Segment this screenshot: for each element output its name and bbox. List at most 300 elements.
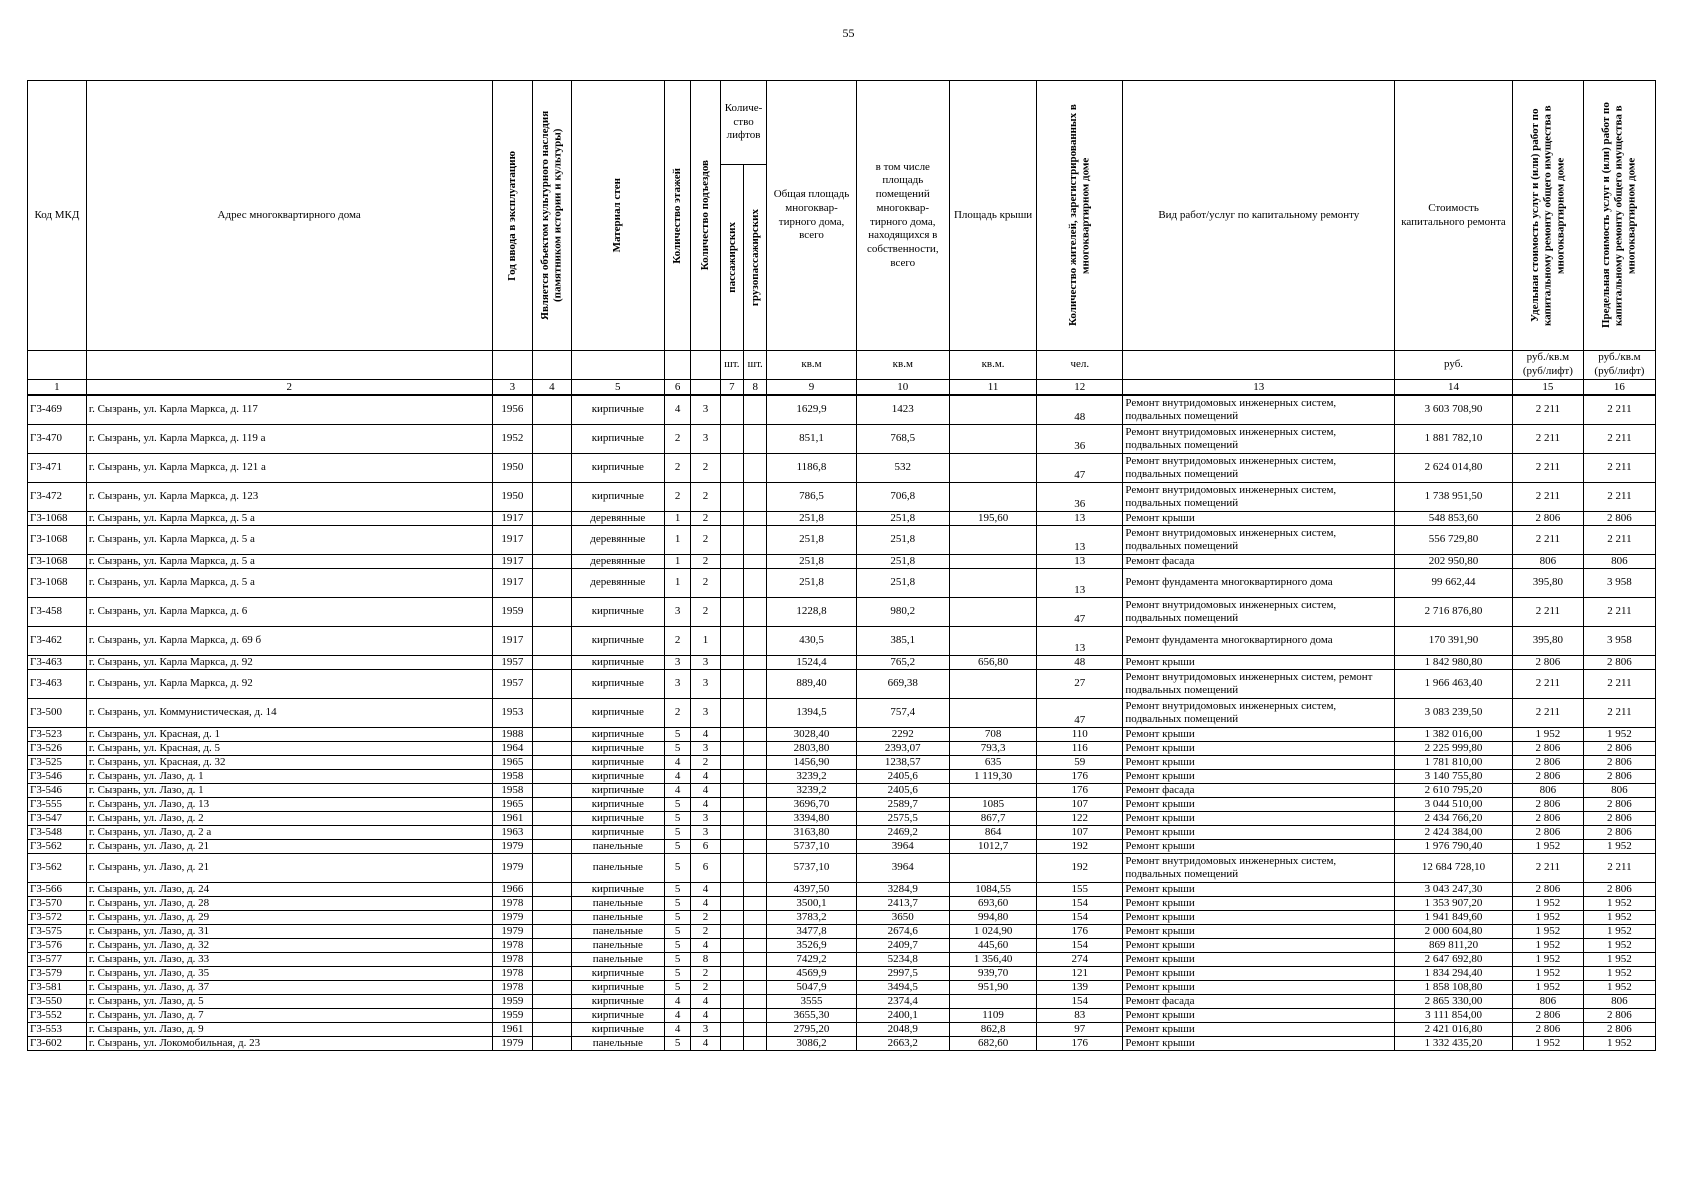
table-cell-total-area: 1186,8	[767, 453, 856, 482]
table-cell-unit-cost: 1 952	[1512, 980, 1583, 994]
table-cell-roof-area: 656,80	[949, 655, 1036, 669]
table-cell-entrances: 2	[691, 755, 720, 769]
table-cell-code: Г3-523	[28, 727, 87, 741]
table-cell-heritage	[533, 797, 572, 811]
table-cell-material: кирпичные	[571, 655, 664, 669]
table-cell-cost: 1 332 435,20	[1395, 1036, 1513, 1050]
unit-people: чел.	[1037, 351, 1123, 380]
table-cell-residents: 36	[1037, 482, 1123, 511]
table-cell-floors: 4	[664, 395, 690, 424]
table-cell-owned-area: 2405,6	[856, 769, 949, 783]
table-cell-passenger-lifts	[720, 896, 743, 910]
table-cell-freight-lifts	[744, 395, 767, 424]
table-cell-material: кирпичные	[571, 966, 664, 980]
table-cell-code: Г3-546	[28, 769, 87, 783]
table-cell-total-area: 3239,2	[767, 769, 856, 783]
table-cell-unit-cost: 2 806	[1512, 511, 1583, 525]
table-cell-code: Г3-1068	[28, 511, 87, 525]
table-cell-entrances: 3	[691, 741, 720, 755]
table-cell-year: 1952	[492, 424, 533, 453]
table-cell-unit-cost: 2 211	[1512, 424, 1583, 453]
table-cell-roof-area	[949, 698, 1036, 727]
table-cell-heritage	[533, 755, 572, 769]
header-residents: Количество жителей, зарегистрированных в многоквартирном доме	[1037, 81, 1123, 351]
table-cell-year: 1917	[492, 525, 533, 554]
table-cell-work-type: Ремонт крыши	[1123, 910, 1395, 924]
table-cell-limit-cost: 2 806	[1583, 769, 1655, 783]
table-cell-roof-area: 994,80	[949, 910, 1036, 924]
table-cell-heritage	[533, 568, 572, 597]
table-cell-code: Г3-500	[28, 698, 87, 727]
table-cell-roof-area: 864	[949, 825, 1036, 839]
table-cell-limit-cost: 2 806	[1583, 825, 1655, 839]
table-cell-material: кирпичные	[571, 626, 664, 655]
table-cell-roof-area: 939,70	[949, 966, 1036, 980]
table-cell-passenger-lifts	[720, 669, 743, 698]
table-cell-unit-cost: 2 806	[1512, 1022, 1583, 1036]
table-cell-freight-lifts	[744, 938, 767, 952]
table-cell-unit-cost: 806	[1512, 994, 1583, 1008]
table-cell-address: г. Сызрань, ул. Лазо, д. 21	[86, 853, 492, 882]
table-cell-heritage	[533, 554, 572, 568]
table-cell-freight-lifts	[744, 952, 767, 966]
table-cell-passenger-lifts	[720, 741, 743, 755]
table-cell-roof-area	[949, 597, 1036, 626]
header-unit-cost: Удельная стоимость услуг и (или) работ по капитальному ремонту общего имущества в многоквартирном доме	[1512, 81, 1583, 351]
table-cell-work-type: Ремонт крыши	[1123, 839, 1395, 853]
table-cell-material: кирпичные	[571, 994, 664, 1008]
table-cell-total-area: 5737,10	[767, 839, 856, 853]
table-cell-cost: 170 391,90	[1395, 626, 1513, 655]
table-cell-entrances: 4	[691, 896, 720, 910]
table-cell-entrances: 6	[691, 853, 720, 882]
table-cell-roof-area: 1 356,40	[949, 952, 1036, 966]
column-number: 16	[1583, 379, 1655, 394]
table-cell-year: 1957	[492, 669, 533, 698]
table-cell-heritage	[533, 896, 572, 910]
table-cell-passenger-lifts	[720, 568, 743, 597]
table-cell-cost: 1 976 790,40	[1395, 839, 1513, 853]
table-cell-heritage	[533, 597, 572, 626]
table-cell-entrances: 2	[691, 525, 720, 554]
column-number: 5	[571, 379, 664, 394]
table-cell-code: Г3-1068	[28, 525, 87, 554]
table-cell-owned-area: 2400,1	[856, 1008, 949, 1022]
table-cell-code: Г3-570	[28, 896, 87, 910]
table-cell-floors: 1	[664, 511, 690, 525]
table-cell-work-type: Ремонт внутридомовых инженерных систем, ремонт подвальных помещений	[1123, 669, 1395, 698]
table-cell-owned-area: 2409,7	[856, 938, 949, 952]
table-cell-year: 1964	[492, 741, 533, 755]
table-cell-owned-area: 251,8	[856, 511, 949, 525]
table-cell-floors: 4	[664, 769, 690, 783]
table-cell-total-area: 3086,2	[767, 1036, 856, 1050]
table-cell-residents: 107	[1037, 797, 1123, 811]
page-number: 55	[842, 26, 855, 40]
table-cell-residents: 13	[1037, 554, 1123, 568]
column-number: 3	[492, 379, 533, 394]
table-row	[28, 755, 1656, 769]
table-cell-heritage	[533, 525, 572, 554]
table-cell-cost: 99 662,44	[1395, 568, 1513, 597]
table-cell-entrances: 4	[691, 938, 720, 952]
table-cell-total-area: 4569,9	[767, 966, 856, 980]
table-cell-address: г. Сызрань, ул. Красная, д. 32	[86, 755, 492, 769]
table-cell-address: г. Сызрань, ул. Лазо, д. 32	[86, 938, 492, 952]
table-cell-total-area: 3783,2	[767, 910, 856, 924]
table-cell-residents: 122	[1037, 811, 1123, 825]
table-cell-address: г. Сызрань, ул. Красная, д. 5	[86, 741, 492, 755]
table-cell-year: 1953	[492, 698, 533, 727]
table-cell-cost: 3 140 755,80	[1395, 769, 1513, 783]
table-cell-freight-lifts	[744, 655, 767, 669]
table-cell-work-type: Ремонт крыши	[1123, 769, 1395, 783]
table-cell-work-type: Ремонт фундамента многоквартирного дома	[1123, 626, 1395, 655]
table-cell-total-area: 851,1	[767, 424, 856, 453]
table-cell-total-area: 7429,2	[767, 952, 856, 966]
table-cell-heritage	[533, 938, 572, 952]
table-cell-residents: 27	[1037, 669, 1123, 698]
table-cell-work-type: Ремонт крыши	[1123, 882, 1395, 896]
table-cell-residents: 48	[1037, 395, 1123, 424]
table-cell-entrances: 1	[691, 626, 720, 655]
table-cell-passenger-lifts	[720, 554, 743, 568]
table-cell-address: г. Сызрань, ул. Лазо, д. 31	[86, 924, 492, 938]
table-cell-owned-area: 2292	[856, 727, 949, 741]
table-cell-heritage	[533, 783, 572, 797]
table-cell-heritage	[533, 698, 572, 727]
table-cell-total-area: 3500,1	[767, 896, 856, 910]
table-cell-owned-area: 2413,7	[856, 896, 949, 910]
table-cell-heritage	[533, 655, 572, 669]
table-cell-year: 1959	[492, 1008, 533, 1022]
table-cell-cost: 2 716 876,80	[1395, 597, 1513, 626]
table-cell-material: кирпичные	[571, 769, 664, 783]
table-cell-work-type: Ремонт крыши	[1123, 1036, 1395, 1050]
table-cell-floors: 4	[664, 783, 690, 797]
table-cell-address: г. Сызрань, ул. Карла Маркса, д. 5 а	[86, 511, 492, 525]
table-cell-roof-area	[949, 424, 1036, 453]
table-cell-owned-area: 251,8	[856, 568, 949, 597]
table-cell-cost: 2 624 014,80	[1395, 453, 1513, 482]
table-cell-floors: 2	[664, 424, 690, 453]
table-cell-address: г. Сызрань, ул. Карла Маркса, д. 119 а	[86, 424, 492, 453]
table-cell-work-type: Ремонт крыши	[1123, 966, 1395, 980]
table-cell-floors: 3	[664, 655, 690, 669]
header-year: Год ввода в эксплуатацию	[492, 81, 533, 351]
table-cell-total-area: 1524,4	[767, 655, 856, 669]
column-number: 9	[767, 379, 856, 394]
table-cell-entrances: 6	[691, 839, 720, 853]
table-cell-code: Г3-553	[28, 1022, 87, 1036]
table-cell-material: кирпичные	[571, 980, 664, 994]
table-cell-heritage	[533, 994, 572, 1008]
table-cell-material: кирпичные	[571, 424, 664, 453]
table-cell-freight-lifts	[744, 1036, 767, 1050]
table-cell-entrances: 3	[691, 669, 720, 698]
table-cell-total-area: 251,8	[767, 554, 856, 568]
table-cell-owned-area: 251,8	[856, 525, 949, 554]
table-cell-cost: 2 000 604,80	[1395, 924, 1513, 938]
table-cell-floors: 5	[664, 966, 690, 980]
header-roof-area: Площадь крыши	[949, 81, 1036, 351]
table-cell-residents: 121	[1037, 966, 1123, 980]
table-cell-year: 1966	[492, 882, 533, 896]
table-cell-passenger-lifts	[720, 783, 743, 797]
column-number: 12	[1037, 379, 1123, 394]
table-cell-cost: 548 853,60	[1395, 511, 1513, 525]
table-cell-code: Г3-525	[28, 755, 87, 769]
table-cell-owned-area: 2575,5	[856, 811, 949, 825]
table-cell-address: г. Сызрань, ул. Лазо, д. 2 а	[86, 825, 492, 839]
table-cell-entrances: 4	[691, 994, 720, 1008]
column-number	[691, 379, 720, 394]
table-cell-work-type: Ремонт крыши	[1123, 980, 1395, 994]
table-cell-address: г. Сызрань, ул. Лазо, д. 24	[86, 882, 492, 896]
table-cell-limit-cost: 3 958	[1583, 568, 1655, 597]
header-passenger-lifts: пассажирских	[720, 165, 743, 351]
table-cell-material: панельные	[571, 1036, 664, 1050]
table-cell-roof-area: 862,8	[949, 1022, 1036, 1036]
table-cell-freight-lifts	[744, 511, 767, 525]
unit-sqm: кв.м	[856, 351, 949, 380]
table-cell-passenger-lifts	[720, 825, 743, 839]
table-cell-roof-area: 693,60	[949, 896, 1036, 910]
table-cell-floors: 5	[664, 896, 690, 910]
table-cell-address: г. Сызрань, ул. Красная, д. 1	[86, 727, 492, 741]
table-cell-cost: 1 966 463,40	[1395, 669, 1513, 698]
table-body	[28, 395, 1656, 1050]
table-cell-floors: 5	[664, 882, 690, 896]
table-cell-cost: 869 811,20	[1395, 938, 1513, 952]
table-cell-year: 1957	[492, 655, 533, 669]
table-cell-owned-area: 3284,9	[856, 882, 949, 896]
table-cell-residents: 83	[1037, 1008, 1123, 1022]
table-row	[28, 511, 1656, 525]
table-cell-material: кирпичные	[571, 1022, 664, 1036]
table-cell-owned-area: 385,1	[856, 626, 949, 655]
table-cell-freight-lifts	[744, 597, 767, 626]
table-cell-material: деревянные	[571, 511, 664, 525]
table-cell-residents: 139	[1037, 980, 1123, 994]
table-cell-code: Г3-472	[28, 482, 87, 511]
table-cell-year: 1978	[492, 966, 533, 980]
table-cell-cost: 3 083 239,50	[1395, 698, 1513, 727]
table-row	[28, 554, 1656, 568]
table-cell-cost: 1 858 108,80	[1395, 980, 1513, 994]
table-cell-work-type: Ремонт крыши	[1123, 896, 1395, 910]
table-cell-code: Г3-1068	[28, 554, 87, 568]
table-cell-owned-area: 2048,9	[856, 1022, 949, 1036]
table-cell-roof-area: 1109	[949, 1008, 1036, 1022]
capital-repair-table	[27, 80, 1656, 1051]
table-row	[28, 655, 1656, 669]
table-cell-entrances: 3	[691, 395, 720, 424]
table-cell-address: г. Сызрань, ул. Локомобильная, д. 23	[86, 1036, 492, 1050]
table-cell-freight-lifts	[744, 811, 767, 825]
table-cell-limit-cost: 2 211	[1583, 669, 1655, 698]
header-entrances: Количество подъездов	[691, 81, 720, 351]
table-cell-work-type: Ремонт крыши	[1123, 511, 1395, 525]
table-cell-heritage	[533, 626, 572, 655]
table-cell-work-type: Ремонт крыши	[1123, 727, 1395, 741]
table-cell-code: Г3-572	[28, 910, 87, 924]
table-cell-owned-area: 1423	[856, 395, 949, 424]
table-cell-floors: 5	[664, 980, 690, 994]
table-cell-total-area: 3477,8	[767, 924, 856, 938]
table-cell-limit-cost: 2 806	[1583, 1008, 1655, 1022]
table-cell-unit-cost: 2 806	[1512, 811, 1583, 825]
header-freight-lifts: грузопассажирских	[744, 165, 767, 351]
table-cell-code: Г3-562	[28, 853, 87, 882]
table-row	[28, 482, 1656, 511]
table-cell-code: Г3-577	[28, 952, 87, 966]
table-cell-year: 1979	[492, 853, 533, 882]
table-cell-unit-cost: 1 952	[1512, 910, 1583, 924]
table-cell-address: г. Сызрань, ул. Лазо, д. 37	[86, 980, 492, 994]
table-cell-unit-cost: 1 952	[1512, 952, 1583, 966]
table-cell-residents: 59	[1037, 755, 1123, 769]
table-cell-owned-area: 2393,07	[856, 741, 949, 755]
table-cell-year: 1959	[492, 994, 533, 1008]
table-cell-residents: 13	[1037, 525, 1123, 554]
table-cell-address: г. Сызрань, ул. Карла Маркса, д. 5 а	[86, 525, 492, 554]
table-cell-floors: 5	[664, 952, 690, 966]
table-cell-work-type: Ремонт крыши	[1123, 741, 1395, 755]
table-cell-roof-area	[949, 669, 1036, 698]
table-cell-address: г. Сызрань, ул. Карла Маркса, д. 5 а	[86, 568, 492, 597]
table-cell-year: 1979	[492, 910, 533, 924]
table-cell-residents: 176	[1037, 924, 1123, 938]
table-cell-total-area: 3655,30	[767, 1008, 856, 1022]
table-cell-code: Г3-575	[28, 924, 87, 938]
table-cell-heritage	[533, 980, 572, 994]
table-cell-code: Г3-576	[28, 938, 87, 952]
table-cell-passenger-lifts	[720, 952, 743, 966]
table-cell-year: 1961	[492, 1022, 533, 1036]
table-cell-unit-cost: 2 211	[1512, 597, 1583, 626]
table-cell-total-area: 1394,5	[767, 698, 856, 727]
table-cell-owned-area: 706,8	[856, 482, 949, 511]
table-row	[28, 783, 1656, 797]
table-cell-unit-cost: 2 806	[1512, 797, 1583, 811]
table-cell-address: г. Сызрань, ул. Лазо, д. 7	[86, 1008, 492, 1022]
table-cell-roof-area: 1012,7	[949, 839, 1036, 853]
table-cell-material: кирпичные	[571, 783, 664, 797]
table-cell-total-area: 3028,40	[767, 727, 856, 741]
table-cell-passenger-lifts	[720, 1008, 743, 1022]
table-cell-address: г. Сызрань, ул. Карла Маркса, д. 121 а	[86, 453, 492, 482]
table-cell-material: кирпичные	[571, 741, 664, 755]
table-cell-code: Г3-462	[28, 626, 87, 655]
table-cell-unit-cost: 2 806	[1512, 769, 1583, 783]
table-row	[28, 910, 1656, 924]
table-cell-code: Г3-555	[28, 797, 87, 811]
table-cell-total-area: 2803,80	[767, 741, 856, 755]
table-cell-roof-area	[949, 568, 1036, 597]
table-cell-floors: 5	[664, 910, 690, 924]
table-cell-floors: 5	[664, 924, 690, 938]
table-cell-heritage	[533, 482, 572, 511]
table-cell-entrances: 4	[691, 1008, 720, 1022]
table-cell-work-type: Ремонт внутридомовых инженерных систем, подвальных помещений	[1123, 424, 1395, 453]
table-cell-floors: 5	[664, 811, 690, 825]
table-cell-limit-cost: 2 806	[1583, 811, 1655, 825]
table-cell-code: Г3-1068	[28, 568, 87, 597]
table-cell-cost: 3 044 510,00	[1395, 797, 1513, 811]
table-cell-work-type: Ремонт крыши	[1123, 655, 1395, 669]
table-cell-heritage	[533, 741, 572, 755]
header-total-area: Общая площадь многоквар-тирного дома, всего	[767, 81, 856, 351]
table-cell-owned-area: 3964	[856, 853, 949, 882]
unit-sqm: кв.м	[767, 351, 856, 380]
unit-rub-sqm: руб./кв.м (руб/лифт)	[1583, 351, 1655, 380]
table-cell-owned-area: 532	[856, 453, 949, 482]
table-cell-owned-area: 765,2	[856, 655, 949, 669]
table-cell-heritage	[533, 966, 572, 980]
table-cell-unit-cost: 806	[1512, 554, 1583, 568]
table-cell-year: 1978	[492, 896, 533, 910]
table-cell-limit-cost: 2 211	[1583, 698, 1655, 727]
table-cell-limit-cost: 2 211	[1583, 597, 1655, 626]
table-cell-entrances: 3	[691, 811, 720, 825]
table-cell-floors: 4	[664, 755, 690, 769]
table-cell-total-area: 889,40	[767, 669, 856, 698]
table-row	[28, 769, 1656, 783]
unit-sqm: кв.м.	[949, 351, 1036, 380]
table-cell-unit-cost: 1 952	[1512, 938, 1583, 952]
table-cell-passenger-lifts	[720, 482, 743, 511]
table-cell-passenger-lifts	[720, 755, 743, 769]
table-cell-year: 1965	[492, 755, 533, 769]
table-cell-cost: 1 842 980,80	[1395, 655, 1513, 669]
table-cell-freight-lifts	[744, 980, 767, 994]
table-row	[28, 741, 1656, 755]
table-cell-limit-cost: 2 211	[1583, 395, 1655, 424]
table-cell-residents: 13	[1037, 626, 1123, 655]
table-cell-entrances: 3	[691, 825, 720, 839]
table-cell-owned-area: 669,38	[856, 669, 949, 698]
table-cell-code: Г3-463	[28, 655, 87, 669]
table-cell-unit-cost: 1 952	[1512, 727, 1583, 741]
table-cell-work-type: Ремонт фундамента многоквартирного дома	[1123, 568, 1395, 597]
table-cell-passenger-lifts	[720, 980, 743, 994]
table-cell-address: г. Сызрань, ул. Лазо, д. 33	[86, 952, 492, 966]
table-cell-work-type: Ремонт фасада	[1123, 994, 1395, 1008]
table-cell-roof-area: 951,90	[949, 980, 1036, 994]
table-cell-cost: 202 950,80	[1395, 554, 1513, 568]
table-cell-total-area: 1228,8	[767, 597, 856, 626]
table-cell-roof-area	[949, 626, 1036, 655]
table-cell-year: 1979	[492, 1036, 533, 1050]
table-cell-material: кирпичные	[571, 811, 664, 825]
header-wall-material: Материал стен	[571, 81, 664, 351]
table-cell-entrances: 4	[691, 882, 720, 896]
column-number: 13	[1123, 379, 1395, 394]
table-row	[28, 597, 1656, 626]
table-cell-passenger-lifts	[720, 698, 743, 727]
table-cell-limit-cost: 1 952	[1583, 938, 1655, 952]
table-cell-freight-lifts	[744, 825, 767, 839]
table-cell-material: кирпичные	[571, 698, 664, 727]
table-cell-floors: 1	[664, 525, 690, 554]
table-cell-heritage	[533, 1022, 572, 1036]
table-cell-material: панельные	[571, 952, 664, 966]
column-number: 15	[1512, 379, 1583, 394]
table-cell-freight-lifts	[744, 994, 767, 1008]
table-cell-floors: 1	[664, 568, 690, 597]
table-cell-residents: 97	[1037, 1022, 1123, 1036]
